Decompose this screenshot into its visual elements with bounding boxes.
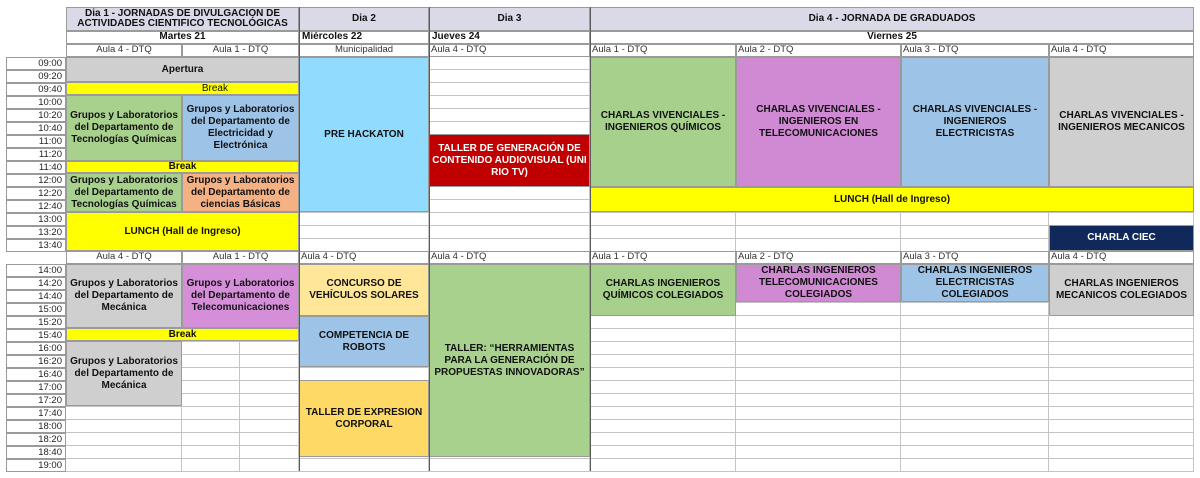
grid-cell	[590, 433, 736, 446]
grid-cell	[429, 70, 590, 83]
grid-cell	[736, 381, 901, 394]
room-am-d1a	[66, 44, 182, 57]
time-label: 14:00	[6, 264, 66, 277]
time-label: 18:40	[6, 446, 66, 459]
grid-cell	[590, 355, 736, 368]
grid-cell	[736, 394, 901, 407]
room-am-d4c	[901, 44, 1049, 57]
time-label: 10:20	[6, 109, 66, 122]
grid-cell	[240, 368, 299, 381]
room-label: Aula 1 - DTQ	[212, 44, 269, 56]
time-label: 17:00	[6, 381, 66, 394]
grid-cell	[429, 96, 590, 109]
grid-cell	[182, 342, 240, 355]
time-label: 17:20	[6, 394, 66, 407]
room-label: Aula 3 - DTQ	[903, 44, 959, 56]
grid-cell	[1049, 381, 1194, 394]
grid-cell	[736, 329, 901, 342]
event-label: CHARLAS INGENIEROS TELECOMUNICACIONES COLEGIADOS	[759, 265, 878, 300]
grid-cell	[901, 381, 1049, 394]
event-gl-quimicas-2	[66, 173, 182, 212]
time-label: 15:20	[6, 316, 66, 329]
room-pm-d1b	[182, 251, 299, 264]
time-label: 13:40	[6, 239, 66, 252]
time-label: 19:00	[6, 459, 66, 472]
room-am-d4b	[736, 44, 901, 57]
grid-cell	[736, 355, 901, 368]
time-label: 17:40	[6, 407, 66, 420]
event-label: CHARLAS VIVENCIALES - INGENIEROS QUÍMICOS	[600, 110, 726, 133]
grid-cell	[66, 407, 182, 420]
day4-date-label: Viernes 25	[867, 31, 917, 43]
time-label: 16:00	[6, 342, 66, 355]
time-label: 16:40	[6, 368, 66, 381]
event-label: Apertura	[161, 63, 204, 75]
grid-cell	[590, 394, 736, 407]
event-label: Grupos y Laboratorios del Departamento de Electricidad y Electrónica	[186, 104, 295, 151]
grid-cell	[590, 381, 736, 394]
room-label: Aula 4 - DTQ	[1051, 251, 1107, 263]
grid-cell	[590, 368, 736, 381]
event-label: Break	[201, 82, 228, 94]
event-label: TALLER DE GENERACIÓN DE CONTENIDO AUDIOVISUAL (UNI RIO TV)	[432, 142, 587, 178]
time-label: 12:20	[6, 187, 66, 200]
event-ci-telecom	[736, 264, 901, 302]
event-label: CHARLAS INGENIEROS MECANICOS COLEGIADOS	[1055, 278, 1188, 301]
room-label: Aula 3 - DTQ	[903, 251, 959, 263]
grid-cell	[736, 213, 901, 226]
grid-cell	[736, 316, 901, 329]
grid-cell	[590, 329, 736, 342]
event-lunch-2	[590, 187, 1194, 212]
event-cv-mecanicos	[1049, 57, 1194, 187]
grid-cell	[901, 368, 1049, 381]
grid-cell	[590, 446, 736, 459]
room-am-d1b	[182, 44, 299, 57]
room-pm-d2	[299, 251, 429, 264]
grid-cell	[1049, 420, 1194, 433]
grid-cell	[240, 407, 299, 420]
day4-header	[590, 7, 1194, 31]
grid-cell	[429, 200, 590, 213]
room-am-d4a	[590, 44, 736, 57]
event-competencia-robots	[299, 316, 429, 367]
day-divider	[299, 7, 300, 471]
time-label: 09:00	[6, 57, 66, 70]
room-label: Aula 4 - DTQ	[431, 251, 487, 263]
time-label: 15:40	[6, 329, 66, 342]
grid-cell	[1049, 433, 1194, 446]
room-label: Aula 4 - DTQ	[431, 44, 487, 56]
time-label: 13:20	[6, 226, 66, 239]
grid-cell	[901, 433, 1049, 446]
day4-date	[590, 31, 1194, 44]
day2-title: Dia 2	[352, 12, 376, 24]
grid-cell	[736, 226, 901, 239]
event-label: TALLER DE EXPRESION CORPORAL	[305, 406, 423, 430]
event-label: Grupos y Laboratorios del Departamento de Mecánica	[70, 355, 178, 391]
event-ci-mecanicos	[1049, 264, 1194, 316]
grid-cell	[736, 407, 901, 420]
time-label: 12:40	[6, 200, 66, 213]
room-pm-d4c	[901, 251, 1049, 264]
grid-cell	[240, 355, 299, 368]
day2-header	[299, 7, 429, 31]
time-label: 14:40	[6, 290, 66, 303]
event-label: CHARLAS VIVENCIALES - INGENIEROS MECANICOS	[1058, 110, 1185, 133]
day4-title: Dia 4 - JORNADA DE GRADUADOS	[808, 12, 976, 24]
event-expresion-corporal	[299, 380, 429, 457]
event-gl-electricidad	[182, 95, 299, 161]
room-label: Aula 4 - DTQ	[301, 251, 357, 263]
event-label: PRE HACKATON	[324, 128, 404, 140]
room-label: Aula 1 - DTQ	[592, 251, 648, 263]
day-divider	[590, 7, 591, 471]
grid-cell	[736, 446, 901, 459]
time-label: 11:40	[6, 161, 66, 174]
grid-cell	[1049, 446, 1194, 459]
grid-cell	[182, 420, 240, 433]
event-gl-telecom	[182, 264, 299, 328]
room-pm-d3	[429, 251, 590, 264]
time-label: 09:20	[6, 70, 66, 83]
day3-date-label: Jueves 24	[432, 31, 480, 43]
event-gl-mecanica-1	[66, 264, 182, 328]
grid-cell	[736, 303, 901, 316]
event-ci-quimicos	[590, 264, 736, 316]
event-charla-ciec	[1049, 225, 1194, 251]
room-label: Aula 2 - DTQ	[738, 44, 794, 56]
grid-cell	[736, 342, 901, 355]
grid-cell	[901, 355, 1049, 368]
grid-cell	[299, 459, 429, 472]
grid-cell	[1049, 394, 1194, 407]
room-am-d2	[299, 44, 429, 57]
time-label: 12:00	[6, 174, 66, 187]
event-taller-audiovisual	[429, 134, 590, 187]
grid-cell	[901, 213, 1049, 226]
day2-date-label: Miércoles 22	[302, 31, 363, 43]
grid-cell	[736, 459, 901, 472]
time-label: 11:20	[6, 148, 66, 161]
time-label: 14:20	[6, 277, 66, 290]
room-am-d4d	[1049, 44, 1194, 57]
room-pm-d4b	[736, 251, 901, 264]
grid-cell	[1049, 342, 1194, 355]
grid-cell	[736, 368, 901, 381]
grid-cell	[429, 459, 590, 472]
grid-cell	[590, 213, 736, 226]
time-label: 11:00	[6, 135, 66, 148]
room-label: Municipalidad	[334, 44, 394, 56]
grid-cell	[182, 446, 240, 459]
grid-cell	[590, 459, 736, 472]
grid-cell	[182, 368, 240, 381]
grid-cell	[901, 407, 1049, 420]
grid-cell	[901, 459, 1049, 472]
grid-cell	[182, 394, 240, 407]
grid-cell	[1049, 355, 1194, 368]
grid-cell	[736, 420, 901, 433]
grid-cell	[182, 459, 240, 472]
grid-cell	[66, 459, 182, 472]
grid-cell	[1049, 316, 1194, 329]
event-gl-mecanica-2	[66, 341, 182, 406]
time-label: 09:40	[6, 83, 66, 96]
grid-cell	[66, 433, 182, 446]
room-pm-d4d	[1049, 251, 1194, 264]
event-taller-propuestas	[429, 264, 590, 457]
grid-cell	[240, 433, 299, 446]
grid-cell	[182, 407, 240, 420]
grid-cell	[182, 355, 240, 368]
grid-cell	[299, 213, 429, 226]
grid-cell	[901, 394, 1049, 407]
grid-cell	[1049, 407, 1194, 420]
event-apertura	[66, 57, 299, 82]
room-am-d3	[429, 44, 590, 57]
room-label: Aula 2 - DTQ	[738, 251, 794, 263]
day3-date	[429, 31, 590, 44]
room-label: Aula 1 - DTQ	[592, 44, 648, 56]
time-label: 13:00	[6, 213, 66, 226]
room-label: Aula 4 - DTQ	[1051, 44, 1107, 56]
grid-cell	[240, 342, 299, 355]
event-label: Grupos y Laboratorios del Departamento de Tecnologías Químicas	[70, 110, 178, 145]
time-label: 18:00	[6, 420, 66, 433]
grid-cell	[66, 446, 182, 459]
event-ci-electricistas	[901, 264, 1049, 302]
grid-cell	[240, 446, 299, 459]
grid-cell	[590, 420, 736, 433]
time-label: 16:20	[6, 355, 66, 368]
event-prehackaton	[299, 57, 429, 212]
event-break-3	[66, 328, 299, 341]
grid-cell	[429, 187, 590, 200]
day3-header	[429, 7, 590, 31]
grid-cell	[429, 109, 590, 122]
grid-cell	[590, 226, 736, 239]
room-pm-d1a	[66, 251, 182, 264]
grid-cell	[240, 420, 299, 433]
day1-date	[66, 31, 299, 44]
grid-cell	[182, 381, 240, 394]
day1-header	[66, 7, 299, 31]
room-pm-d4a	[590, 251, 736, 264]
grid-cell	[901, 420, 1049, 433]
grid-cell	[590, 342, 736, 355]
day1-date-label: Martes 21	[159, 31, 206, 43]
grid-cell	[66, 420, 182, 433]
event-label: TALLER: “HERRAMIENTAS PARA LA GENERACIÓN DE PROPUESTAS INNOVADORAS”	[434, 342, 585, 378]
grid-cell	[182, 433, 240, 446]
grid-cell	[901, 329, 1049, 342]
event-label: Break	[168, 328, 197, 340]
grid-cell	[1049, 368, 1194, 381]
event-label: CHARLAS INGENIEROS QUÍMICOS COLEGIADOS	[602, 278, 724, 301]
day3-title: Dia 3	[497, 12, 522, 24]
event-label: Grupos y Laboratorios del Departamento de Telecomunicaciones	[186, 278, 295, 313]
grid-cell	[901, 342, 1049, 355]
room-label: Aula 4 - DTQ	[96, 251, 152, 263]
room-label: Aula 4 - DTQ	[96, 44, 152, 56]
event-label: Grupos y Laboratorios del Departamento de Tecnologías Químicas	[70, 174, 178, 210]
day1-title: Dia 1 - JORNADAS DE DIVULGACION DE ACTIVIDADES CIENTIFICO TECNOLÓGICAS	[77, 8, 288, 29]
event-gl-basicas	[182, 173, 299, 212]
grid-cell	[736, 433, 901, 446]
event-label: Grupos y Laboratorios del Departamento de ciencias Básicas	[186, 174, 295, 210]
event-label: Break	[168, 161, 197, 172]
grid-cell	[240, 381, 299, 394]
event-lunch-1	[66, 212, 299, 251]
event-label: CONCURSO DE VEHÍCULOS SOLARES	[309, 278, 419, 301]
grid-cell	[901, 303, 1049, 316]
event-concurso-solares	[299, 264, 429, 316]
grid-cell	[901, 316, 1049, 329]
grid-cell	[429, 213, 590, 226]
event-label: CHARLAS INGENIEROS ELECTRICISTAS COLEGIADOS	[917, 265, 1033, 300]
event-label: CHARLA CIEC	[1087, 232, 1156, 243]
grid-cell	[240, 394, 299, 407]
grid-cell	[299, 226, 429, 239]
grid-cell	[901, 446, 1049, 459]
day2-date	[299, 31, 429, 44]
day-divider	[429, 7, 430, 471]
event-label: CHARLAS VIVENCIALES - INGENIEROS EN TELECOMUNICACIONES	[756, 104, 881, 139]
event-cv-quimicos	[590, 57, 736, 187]
time-label: 10:40	[6, 122, 66, 135]
event-cv-telecom	[736, 57, 901, 187]
time-label: 18:20	[6, 433, 66, 446]
grid-cell	[429, 226, 590, 239]
time-label: 15:00	[6, 303, 66, 316]
grid-cell	[240, 459, 299, 472]
event-label: CHARLAS VIVENCIALES - INGENIEROS ELECTRICISTAS	[912, 104, 1038, 139]
grid-cell	[1049, 329, 1194, 342]
event-label: Grupos y Laboratorios del Departamento de Mecánica	[70, 278, 178, 313]
grid-cell	[429, 57, 590, 70]
event-label: COMPETENCIA DE ROBOTS	[318, 329, 410, 353]
event-gl-quimicas-1	[66, 95, 182, 161]
grid-cell	[1049, 459, 1194, 472]
grid-cell	[429, 83, 590, 96]
room-label: Aula 1 - DTQ	[212, 251, 269, 263]
event-break-2	[66, 161, 299, 173]
grid-cell	[901, 226, 1049, 239]
event-break-1	[66, 82, 299, 95]
time-label: 10:00	[6, 96, 66, 109]
event-label: LUNCH (Hall de Ingreso)	[833, 193, 951, 205]
grid-cell	[590, 316, 736, 329]
event-label: LUNCH (Hall de Ingreso)	[124, 225, 241, 237]
event-cv-electricistas	[901, 57, 1049, 187]
grid-cell	[590, 407, 736, 420]
